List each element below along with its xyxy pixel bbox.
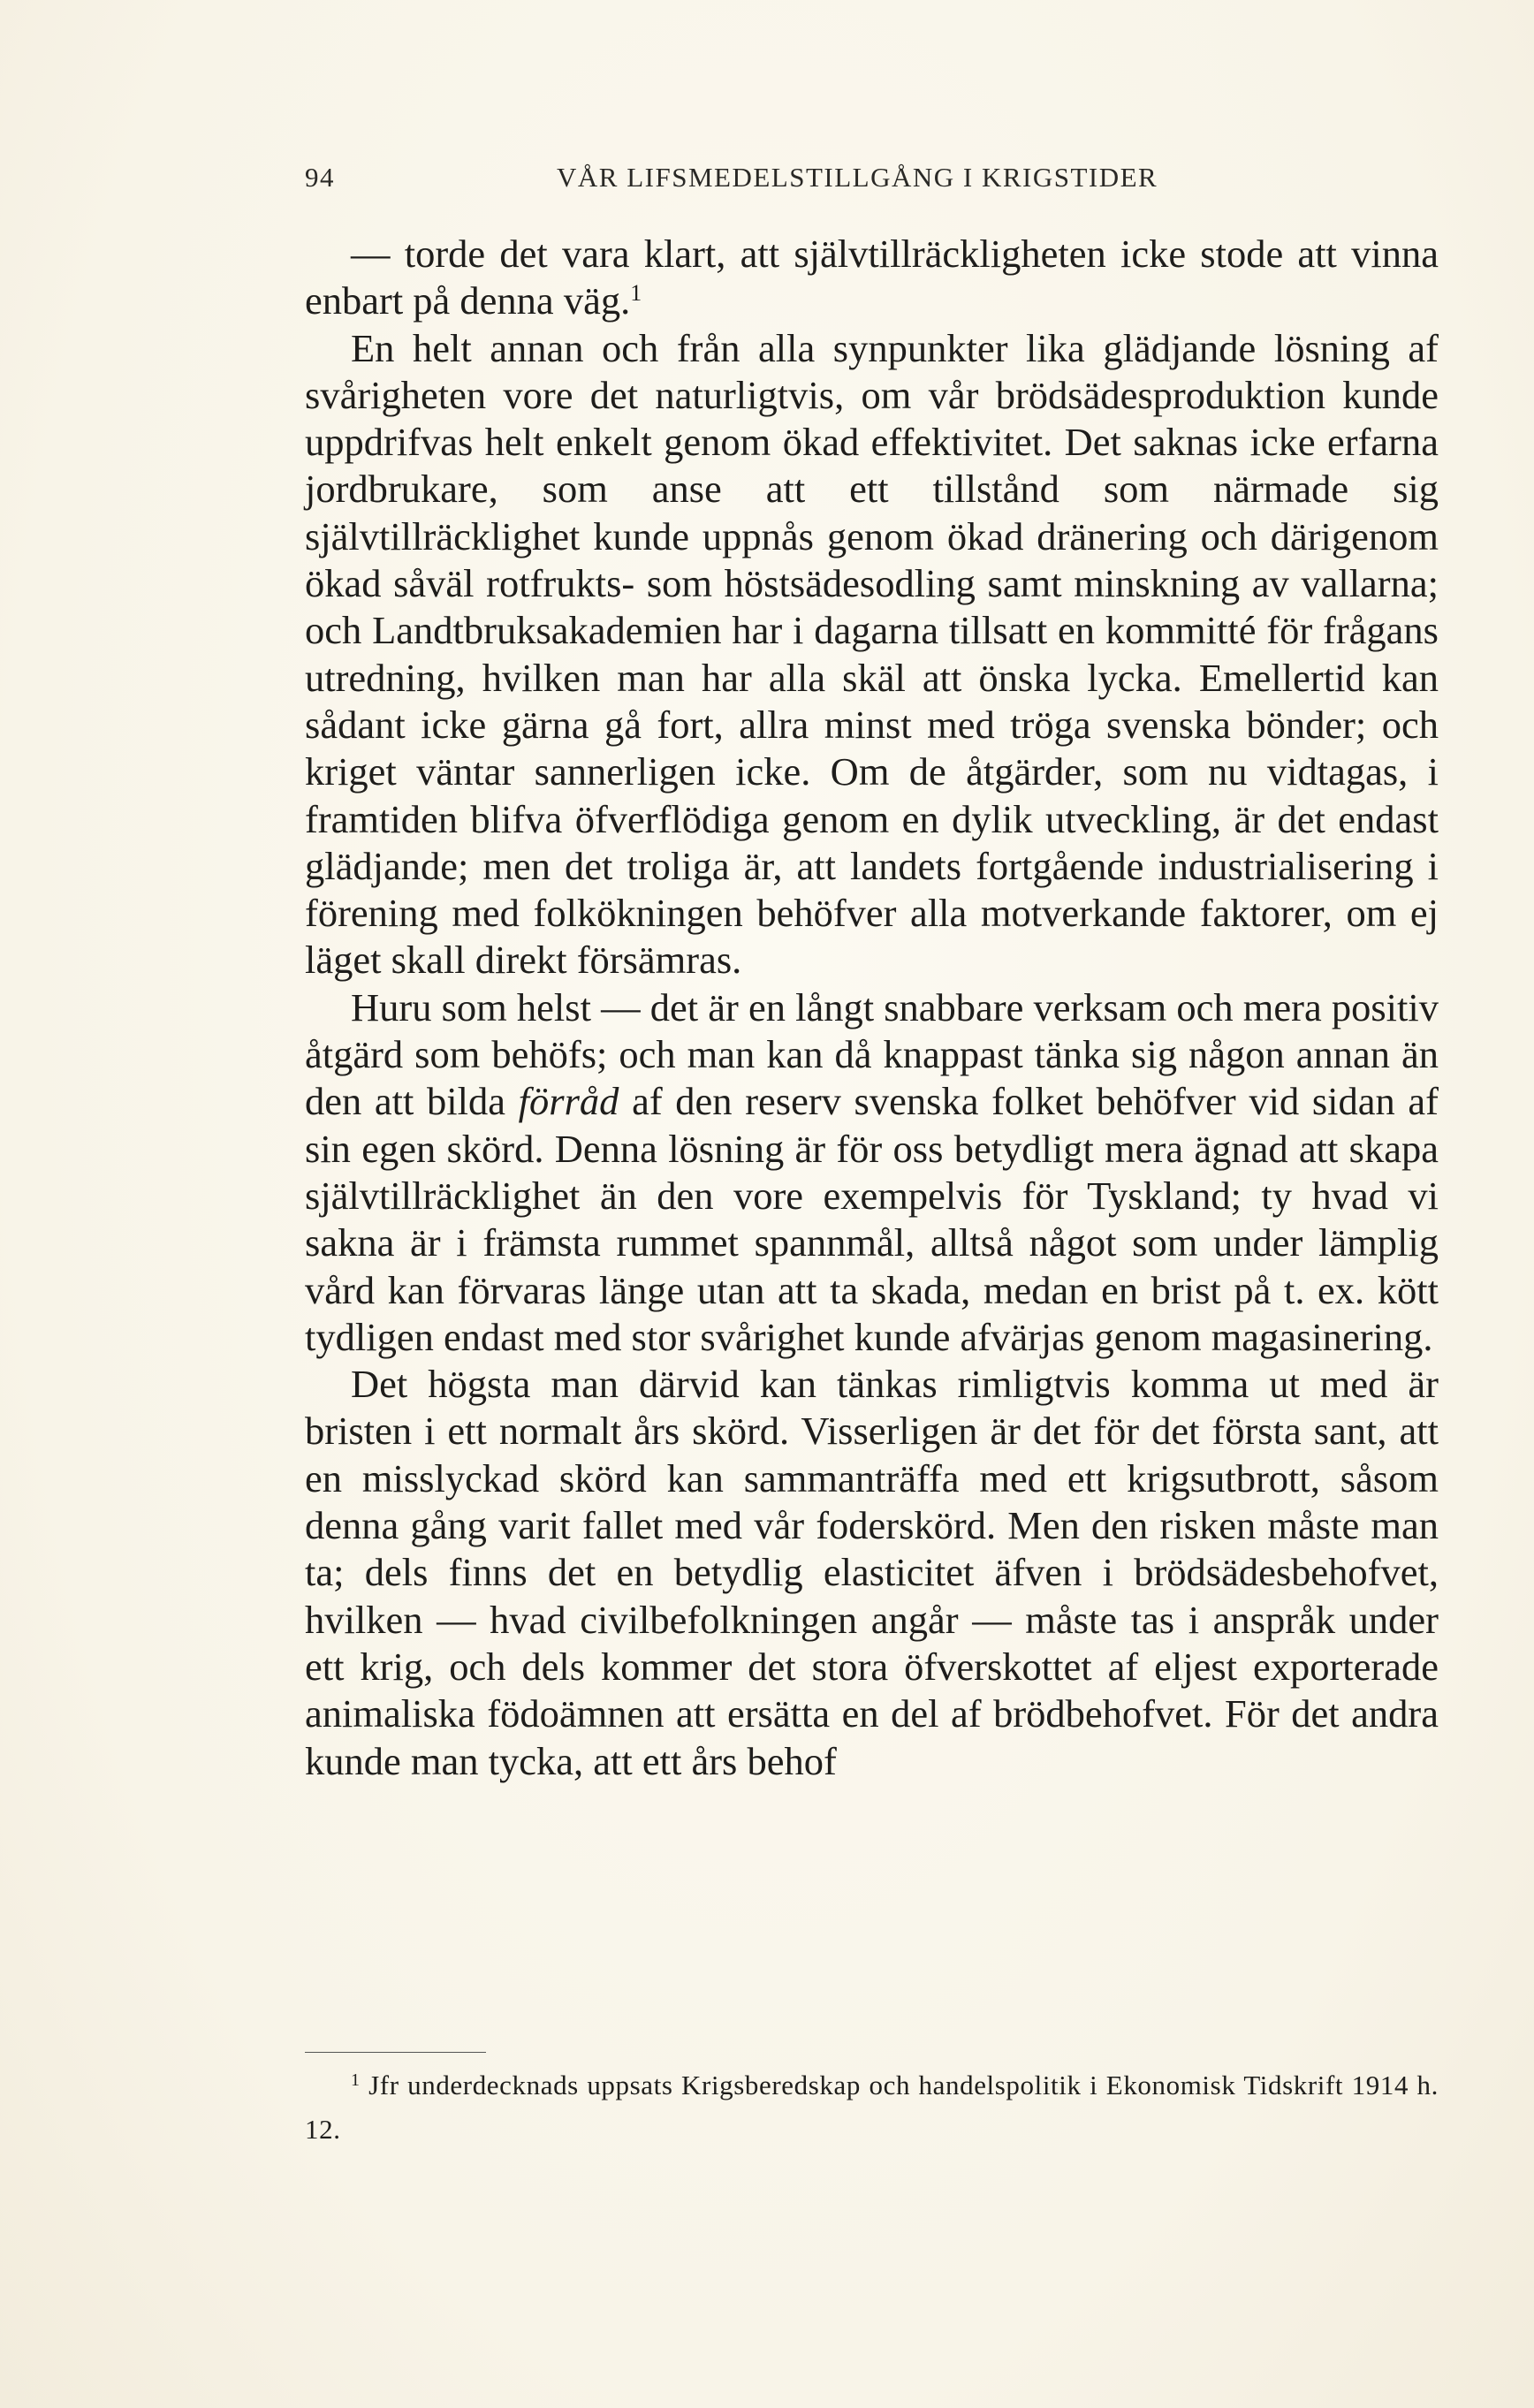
paragraph-1-text: — torde det vara klart, att självtillräckligheten icke stode att vinna enbart på denna väg. bbox=[305, 232, 1439, 323]
footnote-text: Jfr underdecknads uppsats Krigsberedskap och handelspolitik i Ekonomisk Tidskrift 1914 h. 12. bbox=[305, 2070, 1439, 2145]
paragraph-3-text-end: af den reserv svenska folket behöfver vid sidan af sin egen skörd. Denna lösning är för oss betydligt mera ägnad att skapa självtillräcklighet än den vore exempelvis för Tyskland; ty hvad vi sakna är i främsta rummet spannmål, alltså något som under lämplig vård kan förvaras länge utan att ta skada, medan en brist på t. ex. kött tydligen endast med stor svårighet kunde afvärjas genom magasinering. bbox=[305, 1079, 1439, 1359]
page-header bbox=[305, 162, 1224, 197]
paragraph-4: Det högsta man därvid kan tänkas rimligtvis komma ut med är bristen i ett normalt års skörd. Visserligen är det för det första sant, att en misslyckad skörd kan sammanträffa med ett krigsutbrott, såsom denna gång varit fallet med vår foderskörd. Men den risken måste man ta; dels finns det en betydlig elasticitet äfven i brödsädesbehofvet, hvilken — hvad civilbefolkningen angår — måste tas i anspråk under ett krig, och dels kommer det stora öfverskottet af eljest exporterade animaliska födoämnen att ersätta en del af brödbehofvet. För det andra kunde man tycka, att ett års behof bbox=[305, 1362, 1439, 1783]
emphasized-word: förråd bbox=[518, 1079, 619, 1124]
footnote-divider bbox=[305, 2052, 486, 2053]
paragraph-3-text-start: Huru som helst — det är en långt snabbare verksam och mera positiv åtgärd som behöfs; och man kan då knappast tänka sig någon annan än den att bilda bbox=[305, 984, 1439, 1124]
page-number: 94 bbox=[305, 162, 335, 193]
paragraph-2: En helt annan och från alla synpunkter lika glädjande lösning af svårigheten vore det naturligtvis, om vår brödsädesproduktion kunde uppdrifvas helt enkelt genom ökad effektivitet. Det saknas icke erfarna jordbrukare, som anse att ett tillstånd som närmade sig självtillräcklighet kunde uppnås genom ökad dränering och därigenom ökad såväl rotfrukts- som höstsädesodling samt minskning av vallarna; och Landtbruksakademien har i dagarna tillsatt en kommitté för frågans utredning, hvilken man har alla skäl att önska lycka. Emellertid kan sådant icke gärna gå fort, allra minst med tröga svenska bönder; och kriget väntar sannerligen icke. Om de åtgärder, som nu vidtagas, i framtiden blifva öfverflödiga genom en dylik utveckling, är det endast glädjande; men det troliga är, att landets fortgående industrialisering i förening med folkökningen behöfver alla motverkande faktorer, om ej läget skall direkt försämras. bbox=[305, 325, 1439, 983]
footnote-reference: 1 bbox=[630, 280, 642, 307]
footnote bbox=[305, 2063, 1439, 2152]
running-title: VÅR LIFSMEDELSTILLGÅNG I KRIGSTIDER bbox=[557, 162, 1158, 193]
footnote-marker: 1 bbox=[351, 2070, 361, 2090]
paragraph-3 bbox=[305, 984, 1439, 1361]
body-text bbox=[305, 231, 1439, 1785]
paragraph-1 bbox=[305, 231, 1439, 325]
